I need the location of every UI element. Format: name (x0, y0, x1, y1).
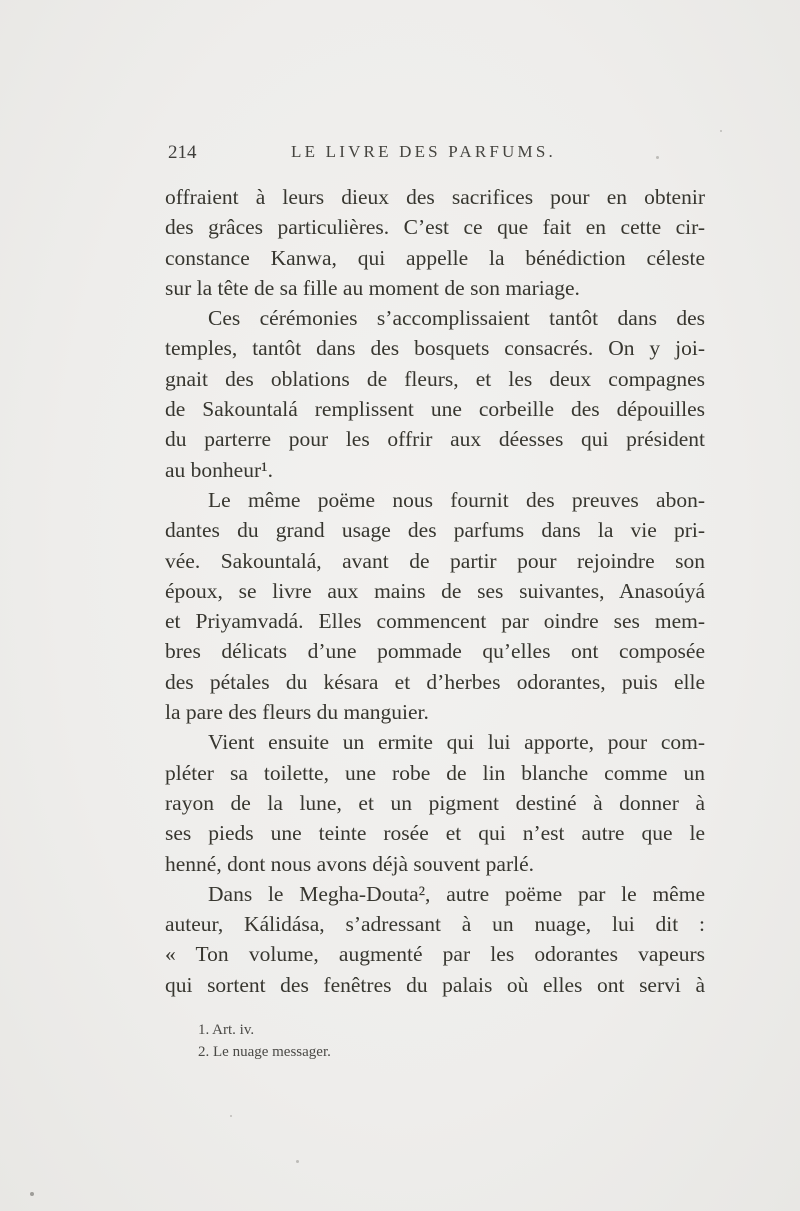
text-line: Ces cérémonies s’accomplissaient tantôt dans des (208, 306, 705, 331)
text-line: pléter sa toilette, une robe de lin blanche comme un (165, 760, 705, 785)
paper-speck (30, 1192, 34, 1196)
text-line: ses pieds une teinte rosée et qui n’est autre que le (165, 821, 705, 846)
text-line: la pare des fleurs du manguier. (165, 700, 429, 725)
text-line: sur la tête de sa fille au moment de son mariage. (165, 275, 580, 300)
body-text (165, 182, 705, 1000)
text-line: constance Kanwa, qui appelle la bénédiction céleste (165, 245, 705, 270)
footnote: 2. Le nuage messager. (198, 1044, 331, 1060)
footnote: 1. Art. iv. (198, 1022, 255, 1038)
text-line: temples, tantôt dans des bosquets consacrés. On y joi- (165, 336, 705, 361)
paper-speck (230, 1115, 232, 1117)
text-line: époux, se livre aux mains de ses suivantes, Anasoúyá (165, 578, 705, 603)
paper-speck (296, 1160, 299, 1163)
text-line: auteur, Kálidása, s’adressant à un nuage, lui dit : (165, 912, 705, 937)
running-title: LE LIVRE DES PARFUMS. (291, 142, 556, 161)
text-line: au bonheur¹. (165, 457, 273, 482)
text-line: des pétales du késara et d’herbes odorantes, puis elle (165, 669, 705, 694)
text-line: Le même poëme nous fournit des preuves abon- (208, 487, 705, 512)
text-line: rayon de la lune, et un pigment destiné à donner à (165, 790, 705, 815)
paper-speck (720, 130, 722, 132)
text-line: et Priyamvadá. Elles commencent par oindre ses mem- (165, 609, 705, 634)
text-line: de Sakountalá remplissent une corbeille des dépouilles (165, 397, 705, 422)
text-line: bres délicats d’une pommade qu’elles ont composée (165, 639, 705, 664)
text-line: offraient à leurs dieux des sacrifices pour en obtenir (165, 185, 705, 209)
footnotes (198, 1019, 598, 1063)
text-line: henné, dont nous avons déjà souvent parlé. (165, 851, 534, 876)
text-line: vée. Sakountalá, avant de partir pour rejoindre son (165, 548, 705, 573)
paper-speck (656, 156, 659, 159)
text-line: des grâces particulières. C’est ce que fait en cette cir- (165, 215, 705, 240)
text-line: « Ton volume, augmenté par les odorantes vapeurs (165, 942, 705, 967)
text-line: du parterre pour les offrir aux déesses qui président (165, 427, 705, 452)
page-number: 214 (168, 142, 197, 163)
text-line: gnait des oblations de fleurs, et les deux compagnes (165, 366, 705, 391)
text-line: dantes du grand usage des parfums dans la vie pri- (165, 518, 705, 543)
page-header (168, 136, 708, 166)
text-line: Dans le Megha-Douta², autre poëme par le même (208, 881, 705, 906)
text-line: Vient ensuite un ermite qui lui apporte, pour com- (208, 730, 705, 755)
text-line: qui sortent des fenêtres du palais où elles ont servi à (165, 972, 705, 997)
